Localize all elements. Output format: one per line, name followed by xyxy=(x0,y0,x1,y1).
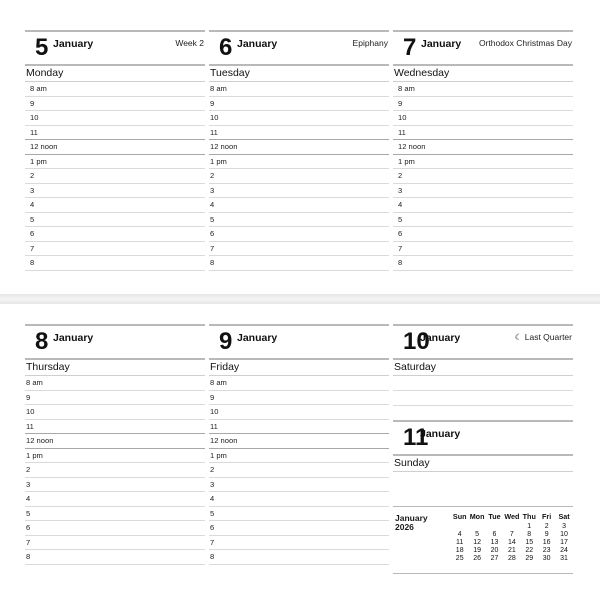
time-slot-label: 12 noon xyxy=(210,142,238,151)
time-slot[interactable] xyxy=(25,478,205,493)
time-slot[interactable] xyxy=(209,405,389,420)
time-slot[interactable] xyxy=(25,82,205,97)
time-slot-label: 9 xyxy=(210,392,215,402)
time-slot-label: 4 xyxy=(30,200,35,209)
day-note: Orthodox Christmas Day xyxy=(478,38,572,48)
mini-calendar-grid xyxy=(451,513,573,563)
time-slot[interactable] xyxy=(209,478,389,493)
time-slot[interactable] xyxy=(209,184,389,199)
bottom-page xyxy=(0,304,600,598)
time-slot-label: 8 am xyxy=(398,84,415,93)
mini-calendar-date: 8 xyxy=(527,531,532,538)
time-slot[interactable] xyxy=(25,550,205,565)
time-slot[interactable] xyxy=(25,463,205,478)
mini-calendar-date: 18 xyxy=(455,547,464,554)
mini-calendar-date xyxy=(486,523,503,531)
time-slot-label: 10 xyxy=(210,407,219,416)
mini-calendar-date: 11 xyxy=(456,539,464,546)
day-column-tuesday xyxy=(209,30,389,271)
time-slot-label: 10 xyxy=(26,407,35,416)
time-slot[interactable] xyxy=(25,434,205,449)
time-slot-label: 11 xyxy=(210,421,218,431)
mini-calendar-date: 5 xyxy=(475,531,480,538)
top-page xyxy=(0,0,600,294)
mini-calendar-date: 29 xyxy=(525,555,534,562)
time-slot-label: 4 xyxy=(26,494,31,503)
time-slot[interactable] xyxy=(25,376,205,391)
month-name: January xyxy=(237,332,278,344)
weekday-label: Wednesday xyxy=(393,66,573,82)
mini-calendar-date: 31 xyxy=(560,555,568,562)
time-slot[interactable] xyxy=(209,140,389,155)
day-note: Week 2 xyxy=(175,38,204,48)
time-slot-label: 6 xyxy=(30,229,35,238)
mini-calendar-date: 19 xyxy=(473,547,481,554)
time-slots xyxy=(25,376,205,565)
time-slot-label: 9 xyxy=(30,98,35,108)
weekday-label: Saturday xyxy=(393,360,573,376)
time-slot-label: 11 xyxy=(30,127,38,137)
mini-calendar-date: 16 xyxy=(542,539,551,546)
time-slot-label: 6 xyxy=(210,523,215,532)
time-slots xyxy=(209,82,389,271)
time-slot[interactable] xyxy=(25,227,205,242)
time-slot-label: 8 xyxy=(398,258,403,267)
time-slot[interactable] xyxy=(209,391,389,406)
day-header xyxy=(209,30,389,66)
time-slot[interactable] xyxy=(209,242,389,257)
mini-calendar-date: 6 xyxy=(492,531,497,538)
time-slot[interactable] xyxy=(25,536,205,551)
mini-calendar-weekday: Thu xyxy=(522,512,536,521)
time-slot-label: 8 am xyxy=(26,378,43,387)
day-header-sunday xyxy=(393,420,573,456)
time-slot-label: 8 xyxy=(30,258,35,267)
mini-calendar-date: 21 xyxy=(507,547,516,554)
time-slot-label: 4 xyxy=(210,200,215,209)
day-number: 8 xyxy=(35,328,49,355)
mini-calendar-date: 26 xyxy=(473,555,481,562)
weekday-label: Sunday xyxy=(393,456,573,472)
time-slots xyxy=(209,376,389,565)
time-slot[interactable] xyxy=(25,256,205,271)
mini-calendar-date: 30 xyxy=(542,555,551,562)
month-name: January xyxy=(421,38,462,50)
time-slot-label: 3 xyxy=(30,185,35,195)
time-slot[interactable] xyxy=(25,155,205,170)
day-note: Epiphany xyxy=(352,38,388,48)
time-slot[interactable] xyxy=(393,111,573,126)
time-slot-label: 10 xyxy=(210,113,219,122)
day-number: 11 xyxy=(403,424,429,451)
moon-phase-note: ☾ Last Quarter xyxy=(514,332,572,342)
time-slot[interactable] xyxy=(393,155,573,170)
mini-calendar-week xyxy=(451,523,573,531)
time-slot-label: 2 xyxy=(210,171,215,180)
day-column-friday xyxy=(209,324,389,565)
day-header xyxy=(209,324,389,360)
day-header xyxy=(25,324,205,360)
time-slot[interactable] xyxy=(393,82,573,97)
time-slot-label: 9 xyxy=(398,98,403,108)
time-slot[interactable] xyxy=(209,169,389,184)
time-slot-label: 10 xyxy=(30,113,39,122)
time-slot-label: 12 noon xyxy=(30,142,58,151)
time-slot[interactable] xyxy=(209,256,389,271)
time-slot[interactable] xyxy=(393,213,573,228)
time-slot-label: 5 xyxy=(398,214,403,224)
time-slot[interactable] xyxy=(25,184,205,199)
time-slot[interactable] xyxy=(209,492,389,507)
day-number: 9 xyxy=(219,328,233,355)
time-slot[interactable] xyxy=(393,97,573,112)
mini-calendar-weekday: Tue xyxy=(488,512,501,521)
time-slot[interactable] xyxy=(209,376,389,391)
time-slot[interactable] xyxy=(25,97,205,112)
weekday-label: Friday xyxy=(209,360,389,376)
time-slot-label: 8 am xyxy=(210,84,227,93)
time-slot[interactable] xyxy=(209,420,389,435)
time-slot-label: 1 pm xyxy=(210,450,227,460)
time-slot-label: 5 xyxy=(210,508,215,518)
time-slot-label: 2 xyxy=(398,171,403,180)
time-slot[interactable] xyxy=(209,536,389,551)
mini-calendar-weekday: Sat xyxy=(558,512,570,521)
mini-calendar-header-row xyxy=(451,513,573,521)
time-slot-label: 8 am xyxy=(30,84,47,93)
time-slot-label: 7 xyxy=(210,537,215,547)
time-slot[interactable] xyxy=(25,213,205,228)
time-slot-label: 1 pm xyxy=(398,156,415,166)
time-slot[interactable] xyxy=(25,507,205,522)
time-slot[interactable] xyxy=(209,550,389,565)
time-slot[interactable] xyxy=(209,126,389,141)
mini-calendar-date: 1 xyxy=(527,523,532,530)
time-slot-label: 7 xyxy=(30,243,35,253)
month-name: January xyxy=(53,38,94,50)
time-slot[interactable] xyxy=(25,449,205,464)
time-slot-label: 11 xyxy=(210,127,218,137)
time-slot[interactable] xyxy=(209,198,389,213)
month-name: January xyxy=(420,428,461,440)
mini-calendar-date xyxy=(451,523,468,531)
mini-calendar-date: 27 xyxy=(490,555,499,562)
time-slot-label: 2 xyxy=(30,171,35,180)
time-slot[interactable] xyxy=(25,391,205,406)
time-slot-label: 5 xyxy=(26,508,31,518)
mini-calendar-date: 4 xyxy=(457,531,462,538)
day-number: 10 xyxy=(403,328,430,355)
time-slot-label: 8 xyxy=(26,552,31,561)
time-slot-label: 10 xyxy=(398,113,407,122)
time-slot[interactable] xyxy=(393,169,573,184)
mini-calendar-week xyxy=(451,555,573,563)
mini-calendar-date: 20 xyxy=(490,547,499,554)
time-slot-label: 12 noon xyxy=(26,436,54,445)
time-slot-label: 12 noon xyxy=(210,436,238,445)
time-slot-label: 9 xyxy=(26,392,31,402)
weekend-column xyxy=(393,324,573,472)
mini-calendar-date: 25 xyxy=(455,555,464,562)
time-slot[interactable] xyxy=(209,82,389,97)
mini-calendar-date xyxy=(503,523,520,531)
time-slot-label: 5 xyxy=(210,214,215,224)
mini-calendar-date: 17 xyxy=(560,539,568,546)
time-slot[interactable] xyxy=(393,184,573,199)
mini-calendar-date xyxy=(468,523,485,531)
time-slot[interactable] xyxy=(393,140,573,155)
time-slot-label: 4 xyxy=(398,200,403,209)
day-header-saturday xyxy=(393,324,573,360)
time-slot-label: 9 xyxy=(210,98,215,108)
time-slots xyxy=(25,82,205,271)
month-name: January xyxy=(237,38,278,50)
time-slot-label: 1 pm xyxy=(26,450,43,460)
mini-calendar-weekday: Sun xyxy=(452,512,467,521)
time-slot[interactable] xyxy=(25,140,205,155)
time-slot-label: 3 xyxy=(210,479,215,489)
time-slot-label: 6 xyxy=(26,523,31,532)
time-slot-label: 4 xyxy=(210,494,215,503)
mini-calendar xyxy=(393,506,573,574)
time-slot-label: 7 xyxy=(26,537,31,547)
time-slot[interactable] xyxy=(209,434,389,449)
time-slot[interactable] xyxy=(209,97,389,112)
mini-calendar-month: January xyxy=(395,513,428,523)
mini-calendar-weekday: Wed xyxy=(504,512,520,521)
mini-calendar-date: 24 xyxy=(560,547,568,554)
time-slot-label: 3 xyxy=(210,185,215,195)
day-number: 5 xyxy=(35,34,49,61)
mini-calendar-weekday: Mon xyxy=(469,512,485,521)
time-slot-label: 8 xyxy=(210,552,215,561)
mini-calendar-date: 28 xyxy=(507,555,516,562)
time-slot[interactable] xyxy=(209,463,389,478)
time-slot[interactable] xyxy=(25,198,205,213)
mini-calendar-date: 14 xyxy=(507,539,516,546)
time-slot-label: 7 xyxy=(210,243,215,253)
time-slot[interactable] xyxy=(25,126,205,141)
time-slot[interactable] xyxy=(393,198,573,213)
time-slot[interactable] xyxy=(209,111,389,126)
time-slot-label: 6 xyxy=(210,229,215,238)
mini-calendar-date: 12 xyxy=(473,539,481,546)
day-number: 6 xyxy=(219,34,233,61)
mini-calendar-week xyxy=(451,547,573,555)
mini-calendar-date: 2 xyxy=(544,523,549,530)
time-slot[interactable] xyxy=(393,256,573,271)
time-slot-label: 11 xyxy=(398,127,406,137)
time-slot[interactable] xyxy=(25,492,205,507)
time-slot[interactable] xyxy=(209,213,389,228)
page-fold xyxy=(0,294,600,304)
saturday-lines xyxy=(393,376,573,406)
time-slot-label: 5 xyxy=(30,214,35,224)
mini-calendar-date: 10 xyxy=(560,531,568,538)
time-slot-label: 7 xyxy=(398,243,403,253)
mini-calendar-date: 22 xyxy=(525,547,534,554)
mini-calendar-date: 13 xyxy=(490,539,499,546)
time-slot[interactable] xyxy=(393,242,573,257)
mini-calendar-week xyxy=(451,531,573,539)
time-slot[interactable] xyxy=(393,227,573,242)
time-slot[interactable] xyxy=(25,521,205,536)
mini-calendar-weekday: Fri xyxy=(542,512,552,521)
mini-calendar-date: 7 xyxy=(509,531,514,538)
time-slot[interactable] xyxy=(25,420,205,435)
weekday-label: Monday xyxy=(25,66,205,82)
weekday-label: Tuesday xyxy=(209,66,389,82)
time-slot-label: 3 xyxy=(398,185,403,195)
mini-calendar-date: 23 xyxy=(542,547,551,554)
time-slot[interactable] xyxy=(25,169,205,184)
time-slot[interactable] xyxy=(393,126,573,141)
time-slot-label: 8 am xyxy=(210,378,227,387)
mini-calendar-date: 15 xyxy=(525,539,534,546)
time-slot[interactable] xyxy=(209,449,389,464)
time-slot-label: 1 pm xyxy=(30,156,47,166)
blank-line xyxy=(393,391,573,406)
time-slot[interactable] xyxy=(209,507,389,522)
time-slot[interactable] xyxy=(25,242,205,257)
time-slot-label: 3 xyxy=(26,479,31,489)
day-column-wednesday xyxy=(393,30,573,271)
mini-calendar-year: 2026 xyxy=(395,522,414,532)
time-slot[interactable] xyxy=(25,405,205,420)
blank-line xyxy=(393,376,573,391)
time-slot[interactable] xyxy=(209,227,389,242)
time-slot-label: 12 noon xyxy=(398,142,426,151)
month-name: January xyxy=(420,332,461,344)
time-slot-label: 2 xyxy=(26,465,31,474)
day-column-monday xyxy=(25,30,205,271)
mini-calendar-date: 9 xyxy=(544,531,549,538)
month-name: January xyxy=(53,332,94,344)
weekday-label: Thursday xyxy=(25,360,205,376)
time-slot-label: 2 xyxy=(210,465,215,474)
time-slot[interactable] xyxy=(209,155,389,170)
time-slot-label: 11 xyxy=(26,421,34,431)
day-header xyxy=(25,30,205,66)
time-slot-label: 1 pm xyxy=(210,156,227,166)
day-number: 7 xyxy=(403,34,417,61)
day-column-thursday xyxy=(25,324,205,565)
mini-calendar-date: 3 xyxy=(562,523,566,530)
time-slot[interactable] xyxy=(25,111,205,126)
time-slot-label: 8 xyxy=(210,258,215,267)
time-slot[interactable] xyxy=(209,521,389,536)
time-slots xyxy=(393,82,573,271)
day-header xyxy=(393,30,573,66)
mini-calendar-week xyxy=(451,539,573,547)
time-slot-label: 6 xyxy=(398,229,403,238)
